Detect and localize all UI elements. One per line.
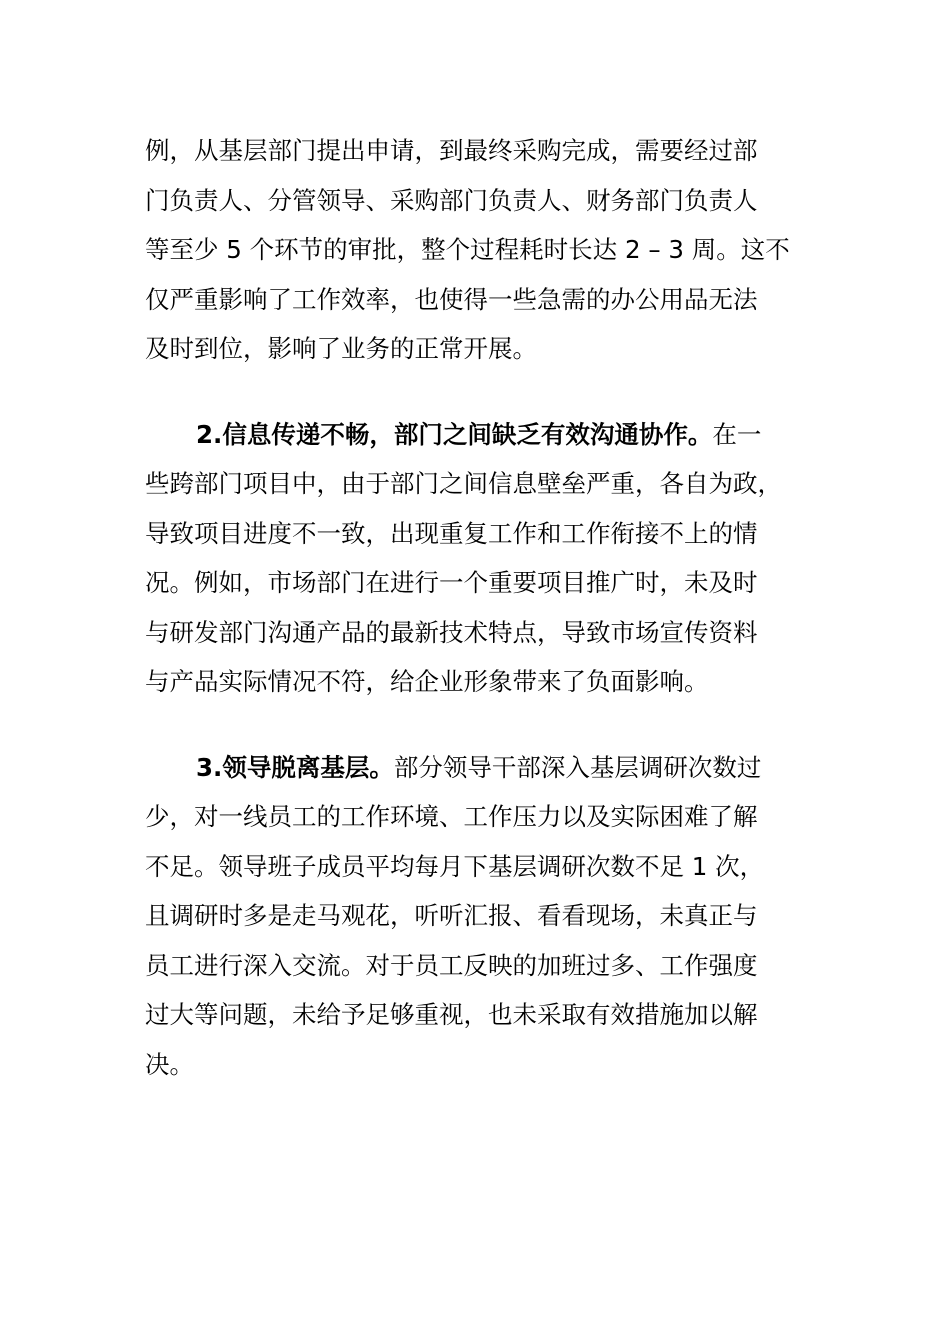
document-body [145, 126, 810, 1089]
text-line: 过大等问题，未给予足够重视，也未采取有效措施加以解 [145, 1000, 758, 1029]
first-line [145, 743, 810, 793]
text-line: 些跨部门项目中，由于部门之间信息壁垒严重，各自为政， [145, 469, 782, 498]
heading-trailing-text: 部分领导干部深入基层调研次数过 [393, 752, 762, 782]
first-line [145, 410, 810, 460]
text-line: 况。例如，市场部门在进行一个重要项目推广时，未及时 [145, 568, 758, 597]
text-line: 门负责人、分管领导、采购部门负责人、财务部门负责人 [145, 185, 758, 215]
text-line: 例，从基层部门提出申请，到最终采购完成，需要经过部 [145, 136, 758, 165]
paragraph-information-flow [145, 410, 810, 707]
text-line: 与研发部门沟通产品的最新技术特点，导致市场宣传资料 [145, 617, 758, 647]
paragraph-leadership [145, 743, 810, 1090]
text-line: 导致项目进度不一致，出现重复工作和工作衔接不上的情 [145, 518, 758, 548]
text-line: 仅严重影响了工作效率，也使得一些急需的办公用品无法 [145, 284, 758, 314]
paragraph-approval-process [145, 126, 810, 374]
text-line: 不足。领导班子成员平均每月下基层调研次数不足 1 次， [145, 851, 765, 881]
section-heading-2: 2.信息传递不畅，部门之间缺乏有效沟通协作。 [196, 419, 713, 449]
text-line: 员工进行深入交流。对于员工反映的加班过多、工作强度 [145, 950, 758, 980]
text-line: 少，对一线员工的工作环境、工作压力以及实际困难了解 [145, 802, 758, 831]
text-line: 且调研时多是走马观花，听听汇报、看看现场，未真正与 [145, 901, 758, 930]
heading-trailing-text: 在一 [712, 419, 762, 449]
text-line: 与产品实际情况不符，给企业形象带来了负面影响。 [145, 667, 709, 696]
text-line: 决。 [145, 1049, 194, 1079]
text-line: 及时到位，影响了业务的正常开展。 [145, 334, 537, 363]
text-line: 等至少 5 个环节的审批，整个过程耗时长达 2 – 3 周。这不 [145, 235, 790, 264]
section-heading-3: 3.领导脱离基层。 [196, 752, 394, 782]
